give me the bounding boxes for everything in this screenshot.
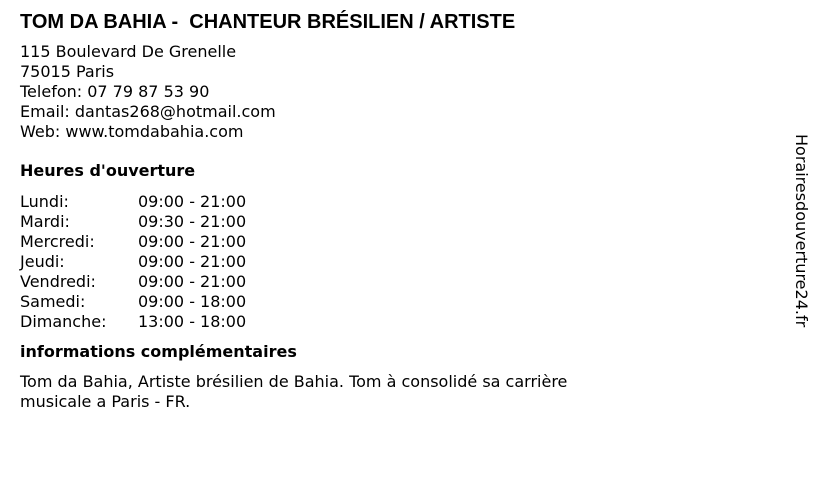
hours-day: Lundi: [20,192,69,211]
hours-day: Dimanche: [20,312,107,331]
hours-time: 09:00 - 18:00 [138,292,247,311]
hours-time: 09:00 - 21:00 [138,232,247,251]
web-line: Web: www.tomdabahia.com [20,122,244,141]
contact-block [20,42,620,142]
hours-row-tuesday [20,212,620,232]
hours-day: Mercredi: [20,232,95,251]
opening-hours-heading: Heures d'ouverture [20,161,196,180]
business-title: TOM DA BAHIA - CHANTEUR BRÉSILIEN / ARTISTE [20,11,516,33]
hours-day: Samedi: [20,292,86,311]
hours-row-wednesday [20,232,620,252]
hours-day: Mardi: [20,212,70,231]
hours-row-friday [20,272,620,292]
address-street: 115 Boulevard De Grenelle [20,42,237,61]
business-card [20,10,620,412]
email-line: Email: dantas268@hotmail.com [20,102,276,121]
site-watermark: Horairesdouverture24.fr [792,134,811,328]
hours-day: Jeudi: [20,252,65,271]
address-city: 75015 Paris [20,62,115,81]
additional-info-text: Tom da Bahia, Artiste brésilien de Bahia. Tom à consolidé sa carrière musicale a Paris - FR. [20,372,568,411]
hours-time: 09:00 - 21:00 [138,192,247,211]
hours-time: 13:00 - 18:00 [138,312,247,331]
hours-time: 09:00 - 21:00 [138,252,247,271]
hours-row-saturday [20,292,620,312]
phone-line: Telefon: 07 79 87 53 90 [20,82,210,101]
hours-day: Vendredi: [20,272,96,291]
hours-row-sunday [20,312,620,332]
hours-row-monday [20,192,620,212]
opening-hours-table [20,192,620,332]
hours-time: 09:00 - 21:00 [138,272,247,291]
hours-row-thursday [20,252,620,272]
hours-time: 09:30 - 21:00 [138,212,247,231]
additional-info-heading: informations complémentaires [20,342,297,361]
